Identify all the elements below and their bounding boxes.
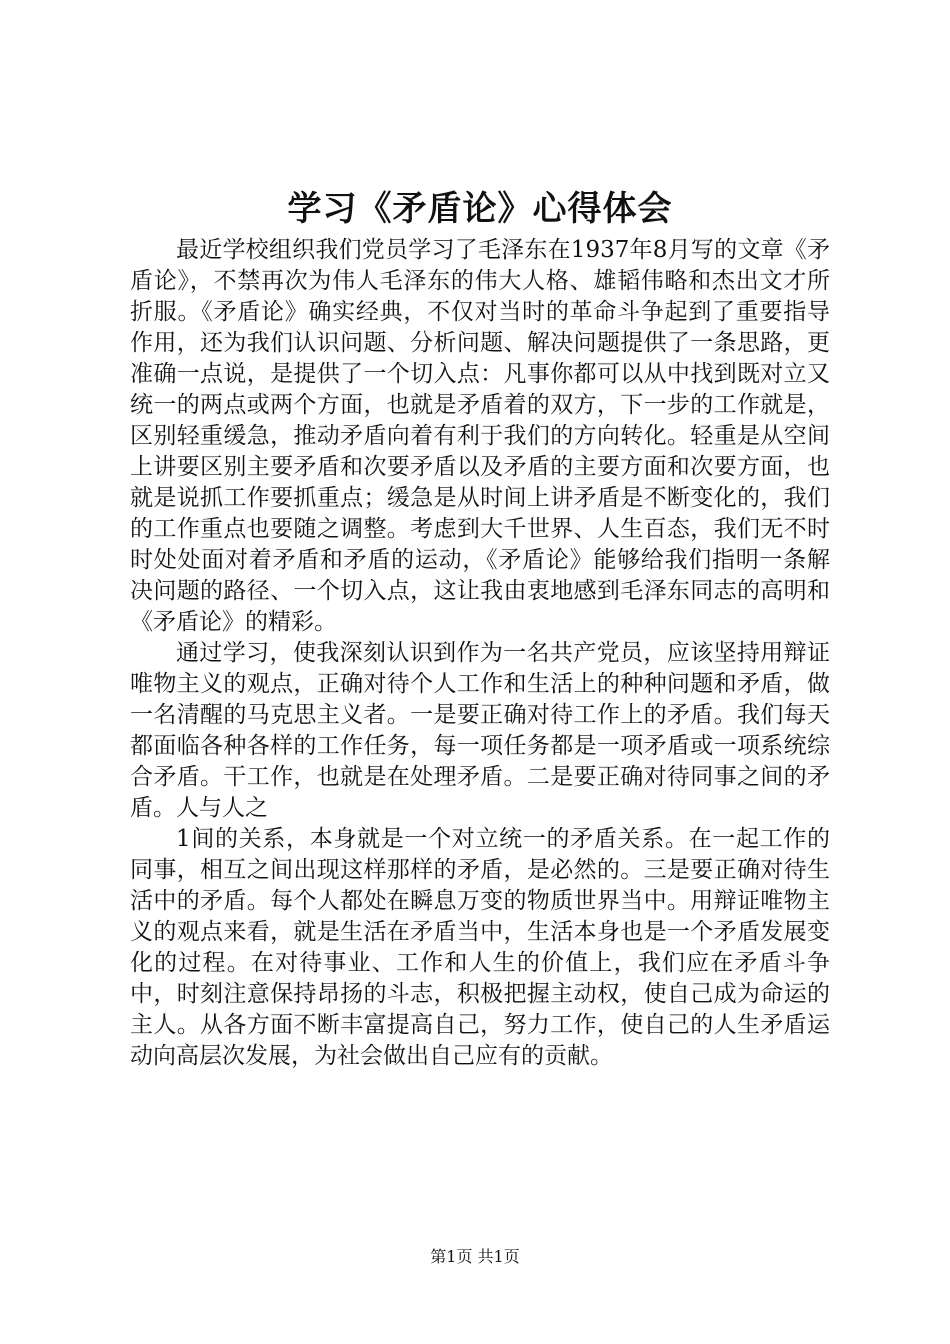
page-number-footer: 第1页 共1页 [430,1247,520,1266]
paragraph-3: 1间的关系，本身就是一个对立统一的矛盾关系。在一起工作的同事，相互之间出现这样那样的矛盾，是必然的。三是要正确对待生活中的矛盾。每个人都处在瞬息万变的物质世界当中。用辩证唯物主义的观点来看，就是生活在矛盾当中，生活本身也是一个矛盾发展变化的过程。在对待事业、工作和人生的价值上，我们应在矛盾斗争中，时刻注意保持昂扬的斗志，积极把握主动权，使自己成为命运的主人。从各方面不断丰富提高自己，努力工作，使自己的人生矛盾运动向高层次发展，为社会做出自己应有的贡献。 [130,826,830,1069]
paragraph-1: 最近学校组织我们党员学习了毛泽东在1937年8月写的文章《矛盾论》，不禁再次为伟人毛泽东的伟大人格、雄韬伟略和杰出文才所折服。《矛盾论》确实经典，不仅对当时的革命斗争起到了重要指导作用，还为我们认识问题、分析问题、解决问题提供了一条思路，更准确一点说，是提供了一个切入点：凡事你都可以从中找到既对立又统一的两点或两个方面，也就是矛盾着的双方，下一步的工作就是，区别轻重缓急，推动矛盾向着有利于我们的方向转化。轻重是从空间上讲要区别主要矛盾和次要矛盾以及矛盾的主要方面和次要方面，也就是说抓工作要抓重点；缓急是从时间上讲矛盾是不断变化的，我们的工作重点也要随之调整。考虑到大千世界、人生百态，我们无不时时处处面对着矛盾和矛盾的运动，《矛盾论》能够给我们指明一条解决问题的路径、一个切入点，这让我由衷地感到毛泽东同志的高明和《矛盾论》的精彩。 [130,237,830,635]
document-title: 学习《矛盾论》心得体会 [287,189,673,229]
document-body [130,235,830,1072]
paragraph-2: 通过学习，使我深刻认识到作为一名共产党员，应该坚持用辩证唯物主义的观点，正确对待个人工作和生活上的种种问题和矛盾，做一名清醒的马克思主义者。一是要正确对待工作上的矛盾。我们每天都面临各种各样的工作任务，每一项任务都是一项矛盾或一项系统综合矛盾。干工作，也就是在处理矛盾。二是要正确对待同事之间的矛盾。人与人之 [130,640,830,821]
